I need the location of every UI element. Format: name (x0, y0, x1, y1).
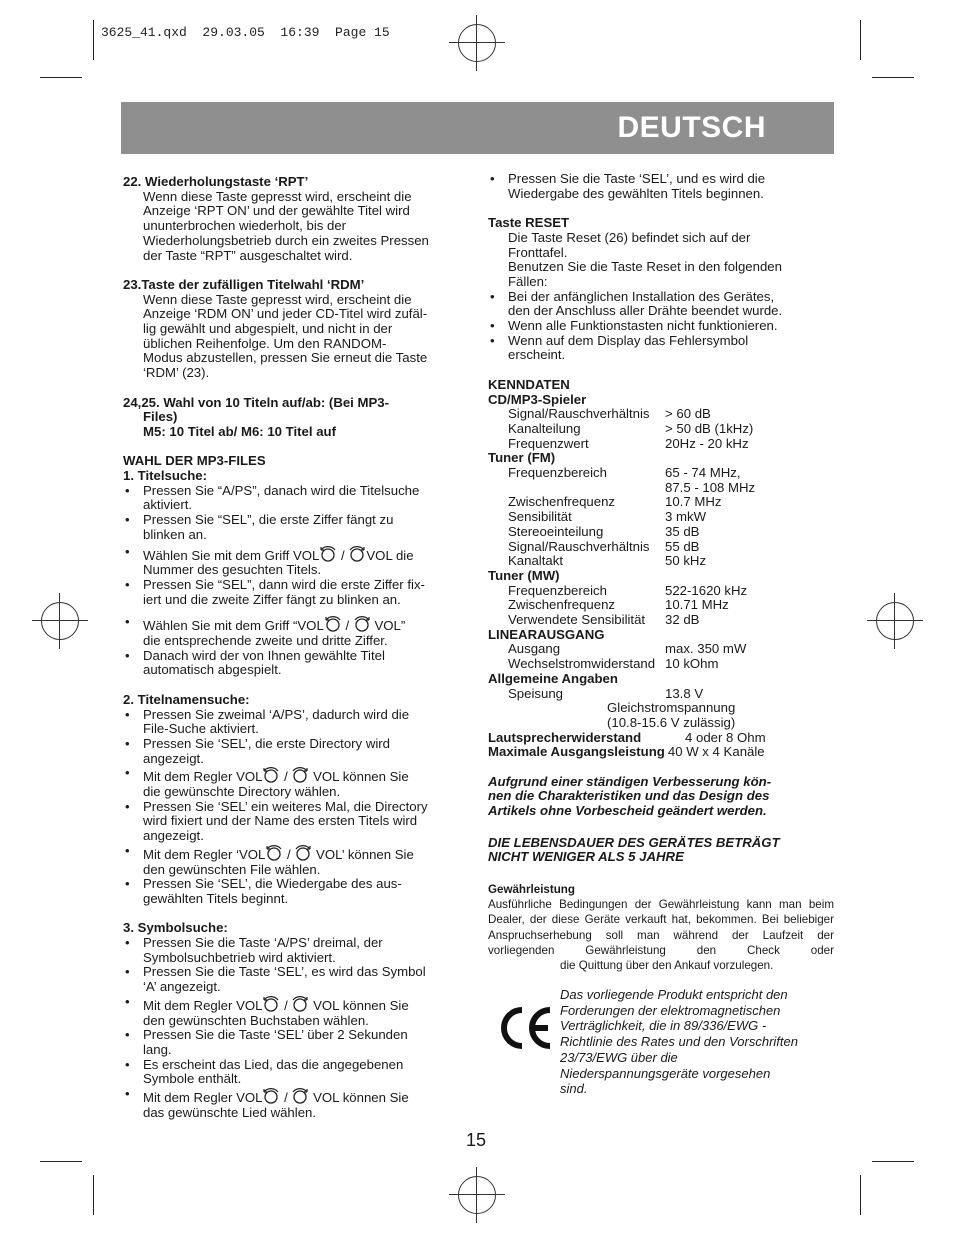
registration-mark-top (458, 24, 496, 62)
list-item: • Wenn alle Funktionstasten nicht funktionieren. (488, 319, 834, 334)
list-item: • Wählen Sie mit dem Griff VOL / VOL die Nummer des gesuchten Titels. (123, 545, 471, 578)
list-item: • Danach wird der von Ihnen gewählte Titel automatisch abgespielt. (123, 649, 471, 678)
spec-row: Signal/Rauschverhältnis > 60 dB (508, 406, 711, 422)
warranty-text: Ausführliche Bedingungen der Gewährleistung kann man beim Dealer, der diese Geräte verkauft hat, bekommen. Bei beliebiger Anspruchserhebung soll man während der Laufzeit der vorliegenden Gewährleistung den Check oder (488, 897, 834, 957)
right-column (488, 172, 834, 973)
spec-row: Maximale Ausgangsleistung 40 W x 4 Kanäle (488, 744, 765, 760)
spec-continuation: (10.8-15.6 V zulässig) (607, 714, 736, 730)
mp3-section-title: WAHL DER MP3-FILES (123, 453, 266, 469)
title-search-heading: 1. Titelsuche: (123, 468, 208, 484)
reset-title: Taste RESET (488, 215, 570, 231)
section-24-subtitle: M5: 10 Titel ab/ M6: 10 Titel auf (143, 423, 336, 439)
crop-mark-top-right-h (872, 77, 914, 78)
list-item: • Pressen Sie die Taste ‘A/PS’ dreimal, der Symbolsuchbetrieb wird aktiviert. (123, 936, 471, 965)
reset-line: Benutzen Sie die Taste Reset in den folgenden (508, 259, 782, 275)
improvement-note: nen die Charakteristiken und das Design des (488, 788, 770, 804)
list-item: • Pressen Sie ‘SEL’, die erste Directory wird angezeigt. (123, 737, 471, 766)
list-item: • Mit dem Regler VOL / VOL können Sie die gewünschte Directory wählen. (123, 766, 471, 799)
reset-line: Fronttafel. (508, 244, 568, 260)
registration-mark-bottom (458, 1176, 496, 1214)
knob-ccw-icon (262, 1087, 280, 1105)
page-number: 15 (466, 1130, 487, 1150)
spec-row: Wechselstromwiderstand 10 kOhm (508, 656, 719, 672)
spec-row: Frequenzbereich 522-1620 kHz (508, 582, 748, 598)
registration-mark-right (876, 602, 914, 640)
knob-cw-icon (348, 545, 366, 563)
general-heading: Allgemeine Angaben (488, 670, 618, 686)
list-item: • Pressen Sie zweimal ‘A/PS’, dadurch wird die File-Suche aktiviert. (123, 708, 471, 737)
knob-cw-icon (353, 615, 371, 633)
reset-line: Die Taste Reset (26) befindet sich auf der (508, 229, 751, 245)
section-23-line: Anzeige ‘RDM ON’ und jeder CD-Titel wird zufäl- (143, 306, 428, 322)
name-search-heading: 2. Titelnamensuche: (123, 691, 250, 707)
crop-mark-bottom-right-h (872, 1161, 914, 1162)
language-title: DEUTSCH (617, 111, 766, 144)
lifetime-note: NICHT WENIGER ALS 5 JAHRE (488, 849, 684, 865)
knob-cw-icon (291, 995, 309, 1013)
list-item: • Wählen Sie mit dem Griff “VOL / VOL” die entsprechende zweite und dritte Ziffer. (123, 615, 471, 648)
line-out-heading: LINEARAUSGANG (488, 626, 605, 642)
warranty-text-last: die Quittung über den Ankauf vorzulegen. (560, 959, 774, 973)
mw-spec-heading: Tuner (MW) (488, 567, 560, 583)
list-item: • Wenn auf dem Display das Fehlersymbol erscheint. (488, 334, 834, 363)
spec-row: Kanalteilung > 50 dB (1kHz) (508, 420, 754, 436)
spec-row: Frequenzwert 20Hz - 20 kHz (508, 435, 749, 451)
spec-row: Lautsprecherwiderstand 4 oder 8 Ohm (488, 729, 766, 745)
knob-ccw-icon (262, 995, 280, 1013)
section-24-title-cont: Files) (143, 409, 178, 425)
section-24-title: 24,25. Wahl von 10 Titeln auf/ab: (Bei MP3- (123, 394, 390, 410)
section-22-line: Wenn diese Taste gepresst wird, erscheint die (143, 188, 412, 204)
spec-row: Frequenzbereich 65 - 74 MHz, (508, 465, 741, 481)
ce-mark-icon (498, 1004, 552, 1052)
knob-ccw-icon (262, 766, 280, 784)
section-23-line: Wenn diese Taste gepresst wird, erscheint die (143, 291, 412, 307)
section-23-line: ‘RDM’ (23). (143, 365, 210, 381)
improvement-note: Artikels ohne Vorbescheid geändert werden. (488, 803, 767, 819)
crop-mark-top-right-v (860, 20, 861, 60)
crop-mark-bottom-left-h (40, 1161, 82, 1162)
left-column (123, 175, 471, 1121)
list-item: • Pressen Sie die Taste ‘SEL’, es wird das Symbol ‘A’ angezeigt. (123, 965, 471, 994)
ce-conformity-text: Das vorliegende Produkt entspricht den Forderungen der elektromagnetischen Verträglichkeit, die in 89/336/EWG - Richtlinie des Rates und den Vorschriften 23/73/EWG über die Niederspannungsgeräte vorgesehen sind. (560, 987, 798, 1097)
warranty-title: Gewährleistung (488, 882, 575, 896)
section-23-line: üblichen Reihenfolge. Um den RANDOM- (143, 335, 387, 351)
list-item: • Mit dem Regler VOL / VOL können Sie das gewünschte Lied wählen. (123, 1087, 471, 1120)
section-22-line: Wiederholungsbetrieb durch ein zweites Pressen (143, 232, 429, 248)
knob-cw-icon (291, 766, 309, 784)
registration-mark-left (41, 602, 79, 640)
section-22-line: ununterbrochen wiederholt, bis der (143, 218, 347, 234)
spec-row: Ausgang max. 350 mW (508, 641, 747, 657)
list-item: • Es erscheint das Lied, das die angegebenen Symbole enthält. (123, 1058, 471, 1087)
fm-spec-heading: Tuner (FM) (488, 450, 556, 466)
spec-continuation: Gleichstromspannung (607, 700, 736, 716)
section-23-title: 23.Taste der zufälligen Titelwahl ‘RDM’ (123, 276, 365, 292)
print-slug: 3625_41.qxd 29.03.05 16:39 Page 15 (101, 25, 390, 40)
list-item: • Pressen Sie “A/PS”, danach wird die Titelsuche aktiviert. (123, 484, 471, 513)
section-23-line: Modus abzustellen, pressen Sie erneut die Taste (143, 350, 428, 366)
crop-mark-bottom-right-v (860, 1175, 861, 1215)
list-item: • Pressen Sie “SEL”, dann wird die erste Ziffer fix- iert und die zweite Ziffer fängt zu blinken an. (123, 578, 471, 607)
section-23-line: lig gewählt und abgespielt, und nicht in der (143, 321, 393, 337)
language-banner (121, 102, 834, 154)
reset-line: Fällen: (508, 273, 548, 289)
spec-row: Signal/Rauschverhältnis 55 dB (508, 538, 700, 554)
list-item: • Pressen Sie die Taste ‘SEL’ über 2 Sekunden lang. (123, 1028, 471, 1057)
list-item: • Mit dem Regler VOL / VOL können Sie den gewünschten Buchstaben wählen. (123, 995, 471, 1028)
spec-row: Stereoeinteilung 35 dB (508, 523, 700, 539)
ce-mark-logo (498, 1004, 552, 1052)
lifetime-note: DIE LEBENSDAUER DES GERÄTES BETRÄGT (488, 834, 780, 850)
spec-row: Kanaltakt 50 kHz (508, 553, 707, 569)
crop-mark-top-left-h (40, 77, 82, 78)
section-22-title: 22. Wiederholungstaste ‘RPT’ (123, 174, 309, 189)
list-item: • Pressen Sie die Taste ‘SEL’, und es wird die Wiedergabe des gewählten Titels beginnen. (488, 172, 834, 201)
knob-cw-icon (294, 844, 312, 862)
improvement-note: Aufgrund einer ständigen Verbesserung kön- (488, 773, 772, 789)
spec-row: Sensibilität 3 mkW (508, 509, 707, 525)
crop-mark-bottom-left-v (93, 1175, 94, 1215)
spec-row: 87.5 - 108 MHz (665, 479, 756, 495)
list-item: • Bei der anfänglichen Installation des Gerätes, den der Anschluss aller Drähte beendet wurde. (488, 290, 834, 319)
knob-ccw-icon (265, 844, 283, 862)
list-item: • Pressen Sie ‘SEL’, die Wiedergabe des aus- gewählten Titels beginnt. (123, 877, 471, 906)
list-item: • Mit dem Regler ‘VOL / VOL’ können Sie den gewünschten File wählen. (123, 844, 471, 877)
spec-row: Verwendete Sensibilität 32 dB (508, 612, 700, 628)
section-22-line: der Taste “RPT” ausgeschaltet wird. (143, 247, 353, 263)
knob-cw-icon (291, 1087, 309, 1105)
spec-row: Zwischenfrequenz 10.71 MHz (508, 597, 729, 613)
crop-mark-top-left-v (93, 20, 94, 60)
knob-ccw-icon (324, 615, 342, 633)
list-item: • Pressen Sie ‘SEL’ ein weiteres Mal, die Directory wird fixiert und der Name des ersten Titels wird angezeigt. (123, 800, 471, 844)
symbol-search-heading: 3. Symbolsuche: (123, 920, 228, 936)
spec-row: Speisung 13.8 V (508, 685, 704, 701)
cd-spec-heading: CD/MP3-Spieler (488, 391, 587, 407)
list-item: • Pressen Sie “SEL”, die erste Ziffer fängt zu blinken an. (123, 513, 471, 542)
section-22-line: Anzeige ‘RPT ON’ und der gewählte Titel wird (143, 203, 410, 219)
knob-ccw-icon (319, 545, 337, 563)
spec-title: KENNDATEN (488, 376, 570, 392)
spec-row: Zwischenfrequenz 10.7 MHz (508, 494, 722, 510)
